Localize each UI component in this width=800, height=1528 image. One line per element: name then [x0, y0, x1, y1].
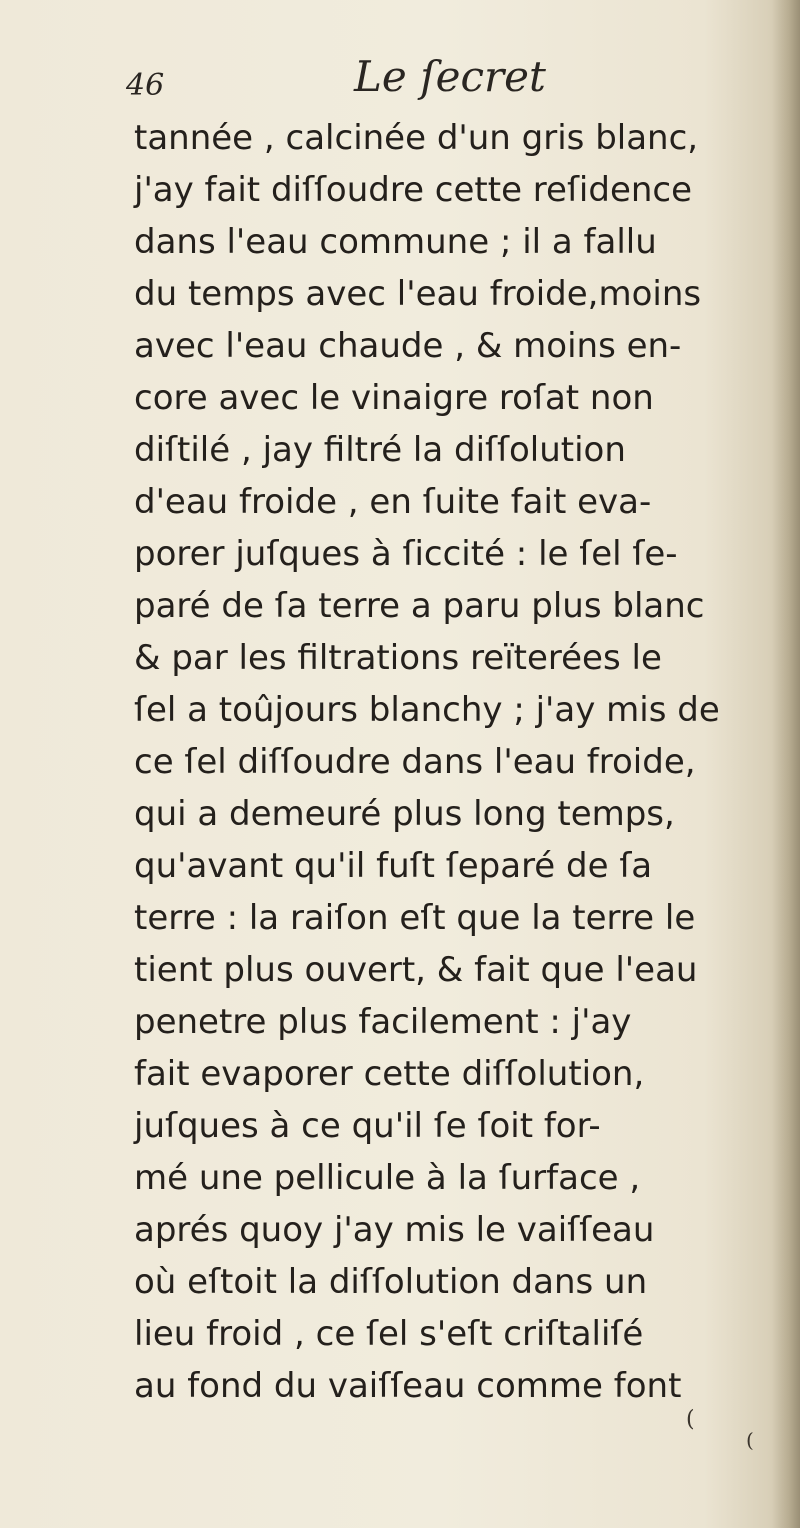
text-line: core avec le vinaigre roſat non [134, 378, 654, 418]
text-line: porer juſques à ſiccité : le ſel ſe- [134, 534, 678, 574]
text-line: mé une pellicule à la ſurface , [134, 1158, 641, 1198]
text-line: d'eau froide , en ſuite fait eva- [134, 482, 652, 522]
text-line: paré de ſa terre a paru plus blanc [134, 586, 705, 626]
text-line: avec l'eau chaude , & moins en- [134, 326, 682, 366]
page-number: 46 [126, 68, 165, 103]
text-line: tannée , calcinée d'un gris blanc, [134, 118, 699, 158]
text-line: diſtilé , jay filtré la diſſolution [134, 430, 626, 470]
text-line: & par les filtrations reïterées le [134, 638, 662, 678]
text-line: dans l'eau commune ; il a fallu [134, 222, 657, 262]
text-line: aprés quoy j'ay mis le vaiſſeau [134, 1210, 655, 1250]
text-line: qui a demeuré plus long temps, [134, 794, 675, 834]
catchword: ( [686, 1407, 695, 1432]
running-head: Le ſecret [354, 52, 546, 101]
text-line: au fond du vaiſſeau comme font [134, 1366, 682, 1406]
text-line: tient plus ouvert, & fait que l'eau [134, 950, 698, 990]
text-line: penetre plus facilement : j'ay [134, 1002, 632, 1042]
text-line: fait evaporer cette diſſolution, [134, 1054, 645, 1094]
text-line: terre : la raiſon eſt que la terre le [134, 898, 696, 938]
text-line: ſel a toûjours blanchy ; j'ay mis de [134, 690, 720, 730]
text-line: du temps avec l'eau froide,moins [134, 274, 702, 314]
body-text [134, 112, 790, 1412]
text-line: ce ſel diſſoudre dans l'eau froide, [134, 742, 696, 782]
page-header [118, 52, 758, 108]
text-line: lieu froid , ce ſel s'eſt criſtaliſé [134, 1314, 644, 1354]
text-line: où eſtoit la diſſolution dans un [134, 1262, 648, 1302]
text-line: juſques à ce qu'il ſe ſoit for- [134, 1106, 601, 1146]
text-line: j'ay fait diſſoudre cette reſidence [134, 170, 693, 210]
text-line: qu'avant qu'il fuſt ſeparé de ſa [134, 846, 653, 886]
catchword-mark: ( [746, 1428, 754, 1452]
